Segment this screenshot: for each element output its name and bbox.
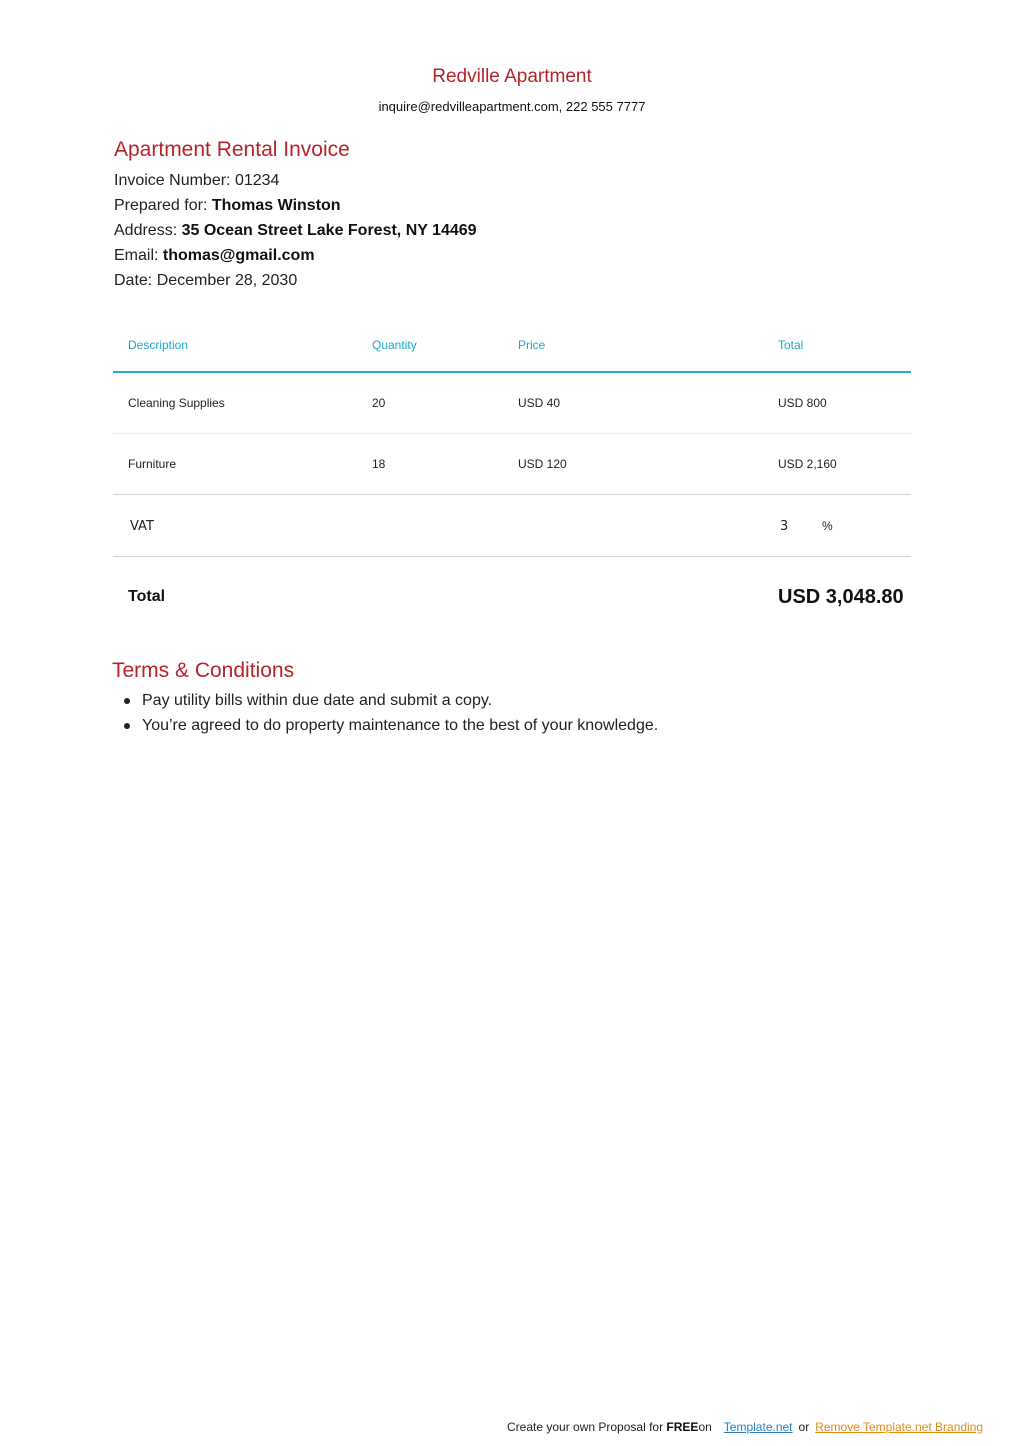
list-item xyxy=(142,688,658,713)
row-quantity: 18 xyxy=(372,457,386,471)
footer-on: on xyxy=(698,1420,712,1434)
invoice-title: Apartment Rental Invoice xyxy=(114,138,350,161)
header-description: Description xyxy=(128,338,189,352)
vat-value: 3 xyxy=(780,519,789,534)
row-quantity: 20 xyxy=(372,396,386,410)
items-table xyxy=(113,314,911,637)
total-label: Total xyxy=(128,588,166,605)
table-row xyxy=(113,373,911,434)
prepared-for-label: Prepared for: xyxy=(114,197,212,214)
company-name: Redville Apartment xyxy=(432,66,592,87)
bullet-icon xyxy=(124,698,130,704)
date-value: December 28, 2030 xyxy=(156,272,298,289)
vat-row xyxy=(113,495,911,557)
header-quantity: Quantity xyxy=(372,338,417,352)
invoice-info xyxy=(114,168,477,293)
row-description: Furniture xyxy=(128,457,177,471)
prepared-for-name: Thomas Winston xyxy=(211,197,341,214)
invoice-number-line xyxy=(114,168,477,193)
address-line xyxy=(114,218,477,243)
invoice-number-label: Invoice Number: xyxy=(114,172,235,189)
bullet-icon xyxy=(124,723,130,729)
company-contact: inquire@redvilleapartment.com, 222 555 7777 xyxy=(378,99,646,114)
footer-branding xyxy=(507,1420,983,1434)
header-price: Price xyxy=(518,338,546,352)
table-header-row xyxy=(113,314,911,373)
terms-text: Pay utility bills within due date and submit a copy. xyxy=(142,692,493,709)
terms-text: You’re agreed to do property maintenance to the best of your knowledge. xyxy=(142,717,659,734)
template-net-link[interactable]: Template.net xyxy=(723,1420,793,1434)
vat-label: VAT xyxy=(130,519,154,534)
vat-unit: % xyxy=(822,519,833,533)
total-row xyxy=(113,557,911,637)
email-label: Email: xyxy=(114,247,163,264)
footer-or: or xyxy=(798,1420,810,1434)
email-line xyxy=(114,243,477,268)
footer-free: FREE xyxy=(666,1420,699,1434)
prepared-for-line xyxy=(114,193,477,218)
row-total: USD 2,160 xyxy=(778,457,837,471)
date-label: Date: xyxy=(114,272,157,289)
table-row xyxy=(113,434,911,495)
row-price: USD 40 xyxy=(518,396,561,410)
invoice-number: 01234 xyxy=(234,172,280,189)
address-label: Address: xyxy=(114,222,182,239)
total-value: USD 3,048.80 xyxy=(778,586,904,608)
terms-title: Terms & Conditions xyxy=(112,659,295,682)
header-total: Total xyxy=(778,338,804,352)
row-price: USD 120 xyxy=(518,457,567,471)
footer-text: Create your own Proposal for xyxy=(507,1420,667,1434)
row-description: Cleaning Supplies xyxy=(128,396,225,410)
address-value: 35 Ocean Street Lake Forest, NY 14469 xyxy=(181,222,477,239)
terms-list xyxy=(142,688,658,738)
email-value: thomas@gmail.com xyxy=(162,247,315,264)
list-item xyxy=(142,713,658,738)
date-line xyxy=(114,268,477,293)
remove-branding-link[interactable]: Remove Template.net Branding xyxy=(815,1420,984,1434)
row-total: USD 800 xyxy=(778,396,827,410)
